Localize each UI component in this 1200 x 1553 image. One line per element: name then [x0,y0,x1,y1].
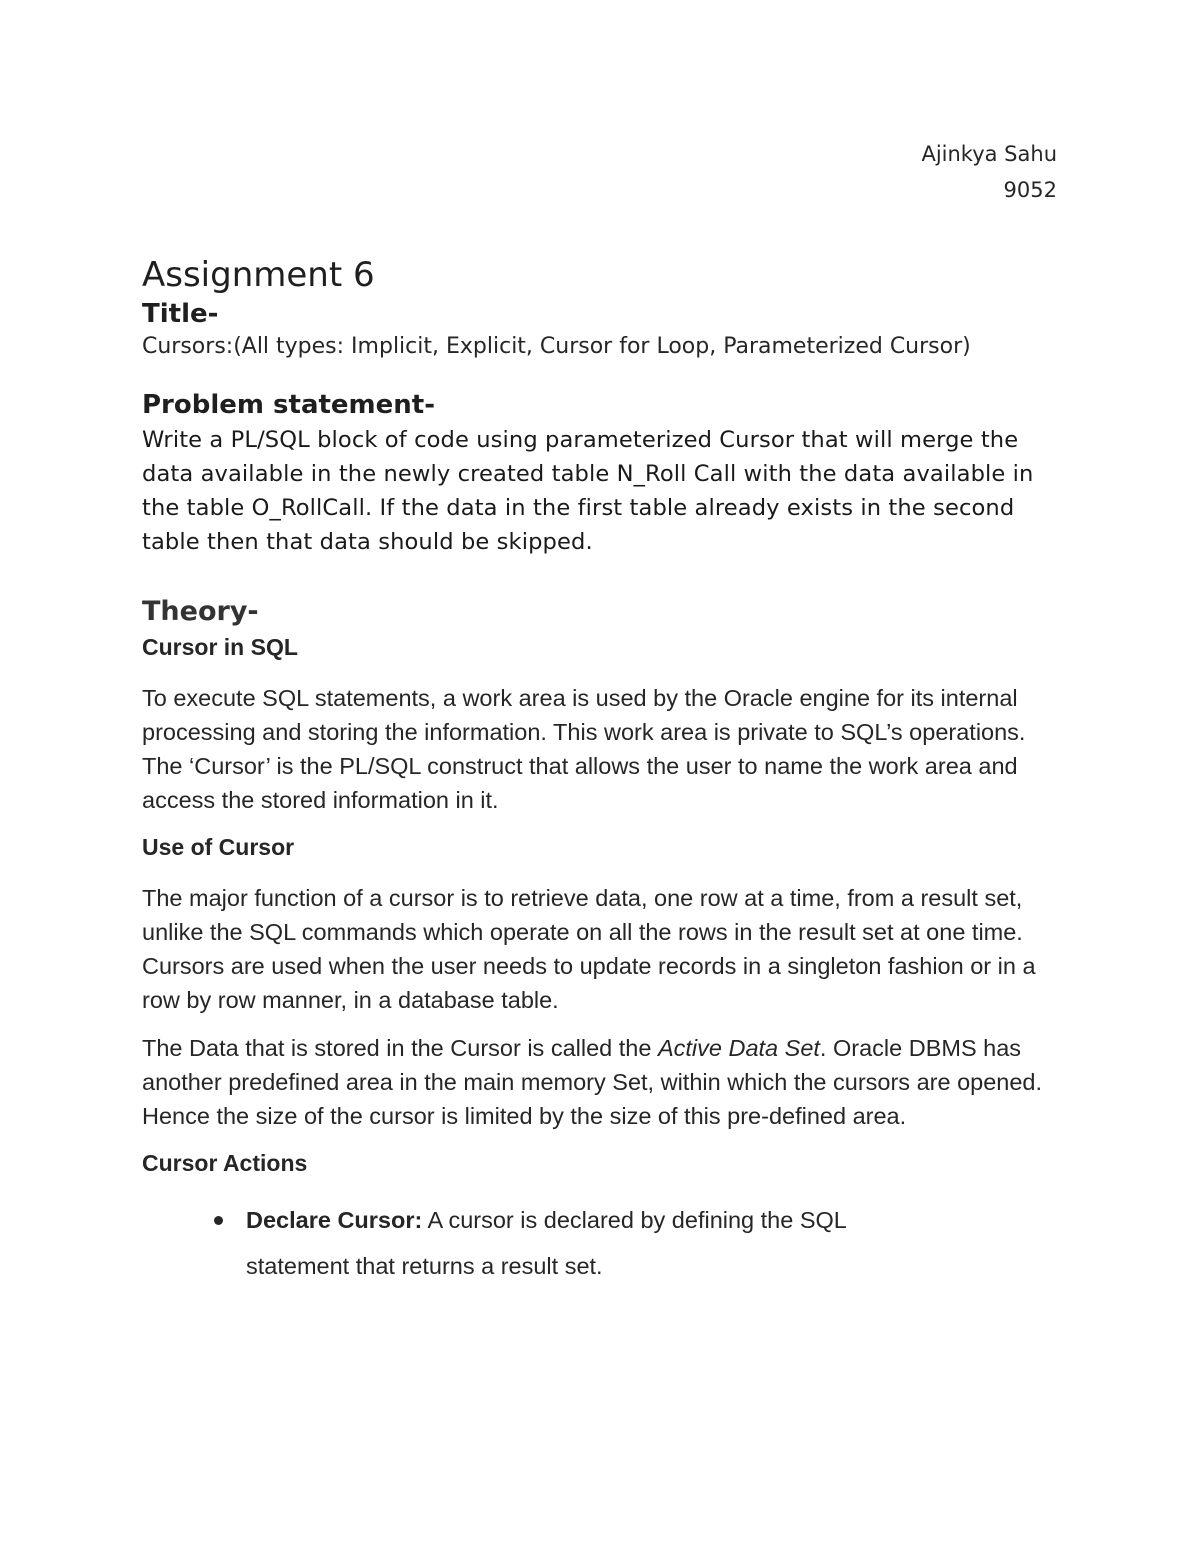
bullet-text: A cursor is declared by defining the SQL statement that returns a result set. [246,1207,847,1279]
title-text: Cursors:(All types: Implicit, Explicit, Cursor for Loop, Parameterized Cursor) [142,334,971,359]
bullet-icon [214,1216,223,1225]
use-of-cursor-paragraph-2 [142,1031,1062,1133]
cursor-actions-heading: Cursor Actions [142,1150,308,1176]
active-data-set-term: Active Data Set [657,1035,820,1061]
document-body [142,254,1062,1289]
problem-statement-text: Write a PL/SQL block of code using parameterized Cursor that will merge the data available in the newly created table N_Roll Call with the data available in the table O_RollCall. If the data in the first table already exists in the second table then that data should be skipped. [142,427,1034,555]
use-of-cursor-paragraph-1: The major function of a cursor is to retrieve data, one row at a time, from a result set, unlike the SQL commands which operate on all the rows in the result set at one time. Cursors are used when the user needs to update records in a singleton fashion or in a row by row manner, in a database table. [142,885,1036,1013]
cursor-actions-list [142,1197,1062,1289]
paragraph-text: . Oracle DBMS has another predefined area in the main memory Set, within which the cursors are opened. Hence the size of the cursor is limited by the size of this pre-defined area. [142,1035,1043,1129]
title-label: Title- [142,299,219,329]
bullet-term: Declare Cursor: [246,1207,423,1233]
paragraph-text: The Data that is stored in the Cursor is called the [142,1035,658,1061]
cursor-in-sql-heading: Cursor in SQL [142,634,298,660]
list-item [246,1197,926,1289]
author-name: Ajinkya Sahu [921,142,1057,166]
theory-label: Theory- [142,596,259,627]
cursor-in-sql-paragraph: To execute SQL statements, a work area is used by the Oracle engine for its internal processing and storing the information. This work area is private to SQL’s operations. The ‘Cursor’ is the PL/SQL construct that allows the user to name the work area and access the stored information in it. [142,685,1026,813]
document-title: Assignment 6 [142,255,375,295]
problem-statement-label: Problem statement- [142,390,436,420]
author-id: 9052 [1003,178,1057,202]
use-of-cursor-heading: Use of Cursor [142,834,295,860]
